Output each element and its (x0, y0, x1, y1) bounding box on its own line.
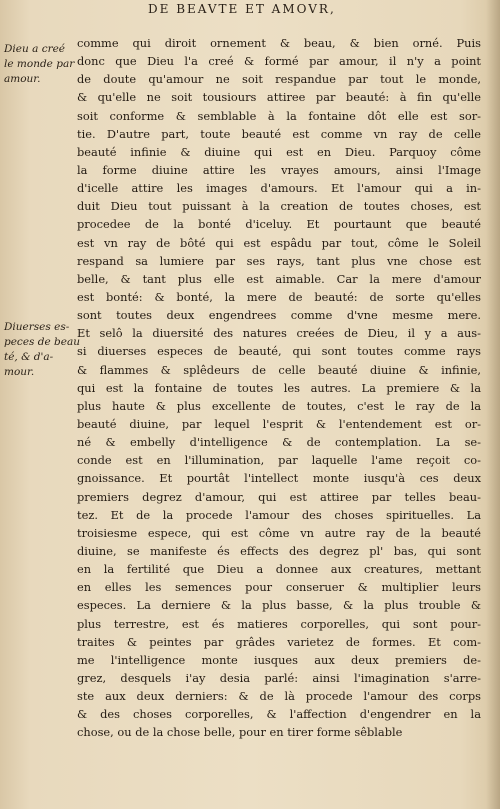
margin-note-line: mour. (4, 366, 35, 378)
body-line: especes. La derniere & la plus basse, & la plus trouble & (77, 598, 481, 613)
body-line: né & embelly d'intelligence & de contemplation. La se- (77, 435, 481, 450)
body-line: plus terrestre, est és matieres corporelles, qui sont pour- (77, 616, 481, 631)
body-line: belle, & tant plus elle est aimable. Car la mere d'amour (77, 271, 481, 286)
body-line: en elles les semences pour conseruer & multiplier leurs (77, 580, 481, 595)
body-line: ste aux deux derniers: & de là procede l'amour des corps (77, 689, 481, 704)
body-line: grez, desquels i'ay desia parlé: ainsi l'imagination s'arre- (77, 670, 481, 685)
body-line: sont toutes deux engendrees comme d'vne mesme mere. (77, 308, 481, 323)
body-line: Et selô la diuersité des natures creées de Dieu, il y a aus- (77, 326, 481, 341)
body-line: si diuerses especes de beauté, qui sont toutes comme rays (77, 344, 481, 359)
margin-note-species (4, 320, 80, 380)
body-line: donc que Dieu l'a creé & formé par amour, il n'y a point (77, 54, 481, 69)
body-line: & des choses corporelles, & l'affection d'engendrer en la (77, 707, 481, 722)
body-line: beauté infinie & diuine qui est en Dieu. Parquoy côme (77, 144, 481, 159)
body-line: & qu'elle ne soit tousiours attiree par beauté: à fin qu'elle (77, 90, 481, 105)
body-line: est vn ray de bôté qui est espâdu par tout, côme le Soleil (77, 235, 481, 250)
body-line: comme qui diroit ornement & beau, & bien orné. Puis (77, 36, 481, 50)
body-line: premiers degrez d'amour, qui est attiree par telles beau- (77, 489, 481, 504)
body-line: conde est en l'illumination, par laquelle l'ame reçoit co- (77, 453, 481, 468)
body-line: chose, ou de la chose belle, pour en tirer forme sêblable (77, 725, 403, 740)
body-line: soit conforme & semblable à la fontaine dôt elle est sor- (77, 108, 481, 123)
body-line: d'icelle attire les images d'amours. Et l'amour qui a in- (77, 181, 481, 196)
body-line: procedee de la bonté d'iceluy. Et pourtaunt que beauté (77, 217, 481, 232)
body-line: traites & peintes par grâdes varietez de formes. Et com- (77, 634, 481, 649)
body-line: respand sa lumiere par ses rays, tant plus vne chose est (77, 253, 481, 268)
margin-note-line: le monde par (4, 58, 75, 70)
margin-note-line: Dieu a creé (4, 43, 66, 55)
body-line: tez. Et de la procede l'amour des choses spirituelles. La (77, 507, 481, 522)
body-line: me l'intelligence monte iusques aux deux premiers de- (77, 652, 481, 667)
running-head: DE BEAVTE ET AMOVR, (148, 2, 336, 16)
margin-note-line: té, & d'a- (4, 351, 54, 363)
margin-note-line: peces de beau (4, 336, 80, 348)
body-line: qui est la fontaine de toutes les autres. La premiere & la (77, 380, 481, 395)
body-line: la forme diuine attire les vrayes amours, ainsi l'Image (77, 162, 481, 177)
body-line: diuine, se manifeste és effects des degrez pl' bas, qui sont (77, 543, 481, 558)
body-line: en la fertilité que Dieu a donnee aux creatures, mettant (77, 562, 481, 577)
body-line: tie. D'autre part, toute beauté est comme vn ray de celle (77, 126, 481, 141)
body-line: & flammes & splêdeurs de celle beauté diuine & infinie, (77, 362, 481, 377)
body-line: est bonté: & bonté, la mere de beauté: de sorte qu'elles (77, 289, 481, 304)
body-line: gnoissance. Et pourtât l'intellect monte iusqu'à ces deux (77, 471, 481, 486)
body-line: plus haute & plus excellente de toutes, c'est le ray de la (77, 398, 481, 413)
body-line: de doute qu'amour ne soit respandue par tout le monde, (77, 72, 481, 87)
body-line: duit Dieu tout puissant à la creation de toutes choses, est (77, 199, 481, 214)
margin-note-line: amour. (4, 73, 41, 85)
margin-note-creation (4, 42, 80, 87)
body-text (77, 34, 481, 741)
page-edge-shadow (486, 0, 500, 809)
margin-note-line: Diuerses es- (4, 321, 70, 333)
body-line: troisiesme espece, qui est côme vn autre ray de la beauté (77, 525, 481, 540)
body-line: beauté diuine, par lequel l'esprit & l'entendement est or- (77, 416, 481, 431)
